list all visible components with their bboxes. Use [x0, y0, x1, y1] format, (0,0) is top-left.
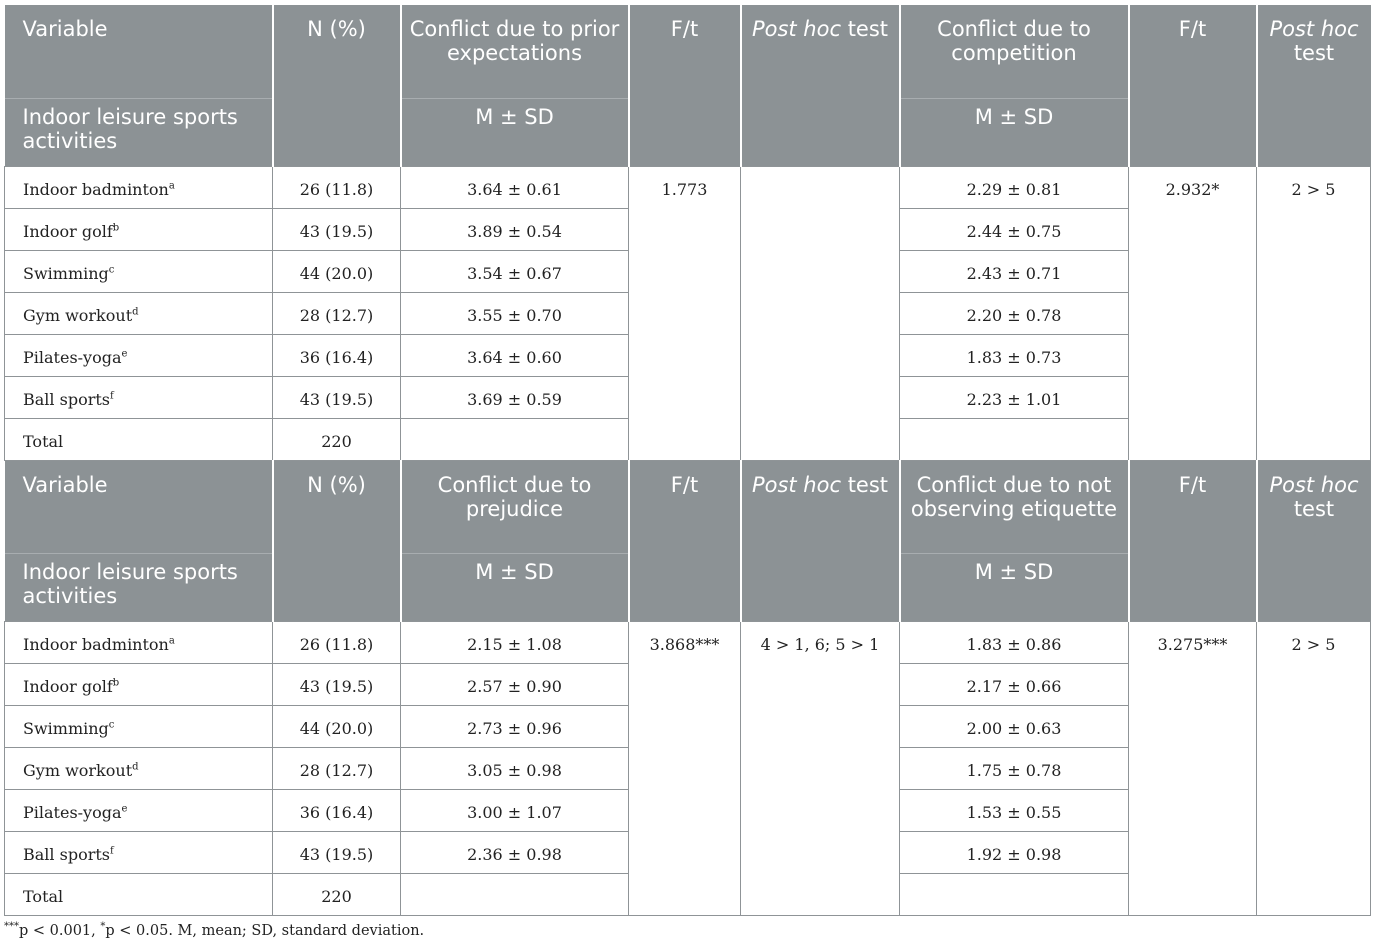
header-f-t-b: F/t [1129, 5, 1257, 166]
total-label: Total [5, 418, 273, 460]
mean-sd-b-cell: 2.00 ± 0.63 [900, 705, 1129, 747]
mean-sd-b-cell: 1.83 ± 0.86 [900, 621, 1129, 663]
mean-sd-b-cell: 1.75 ± 0.78 [900, 747, 1129, 789]
table-row [5, 621, 1371, 663]
header-row [5, 5, 1371, 98]
mean-sd-a-cell: 2.57 ± 0.90 [401, 663, 629, 705]
activity-name [5, 250, 273, 292]
mean-sd-a-cell: 3.69 ± 0.59 [401, 376, 629, 418]
activity-superscript: d [132, 306, 139, 318]
header-conflict-a: Conflict due to prior expectations [401, 5, 629, 98]
mean-sd-b-cell: 2.29 ± 0.81 [900, 166, 1129, 208]
activity-name [5, 705, 273, 747]
activity-superscript: c [108, 719, 115, 731]
post-hoc-a-cell [741, 166, 900, 460]
header-mean-sd-a: M ± SD [401, 553, 629, 621]
header-post-hoc-test: test [847, 17, 889, 41]
header-mean-sd-b: M ± SD [900, 553, 1129, 621]
footnote-text-2: p < 0.05. M, mean; SD, standard deviation. [105, 923, 425, 939]
mean-sd-b-cell: 1.83 ± 0.73 [900, 334, 1129, 376]
n-percent-cell: 44 (20.0) [273, 705, 401, 747]
mean-sd-a-cell: 3.64 ± 0.60 [401, 334, 629, 376]
header-post-hoc-b [1257, 460, 1371, 621]
activity-label: Indoor badminton [23, 179, 169, 199]
f-t-b-cell: 3.275*** [1129, 621, 1257, 915]
n-percent-cell: 43 (19.5) [273, 663, 401, 705]
header-post-hoc-a [741, 460, 900, 621]
header-post-hoc-test: test [1293, 41, 1335, 65]
activity-label: Swimming [23, 263, 109, 283]
header-variable: Variable [5, 5, 273, 98]
header-post-hoc-b [1257, 5, 1371, 166]
activity-label: Swimming [23, 718, 109, 738]
total-n-cell: 220 [273, 418, 401, 460]
mean-sd-a-cell: 2.36 ± 0.98 [401, 831, 629, 873]
n-percent-cell: 36 (16.4) [273, 789, 401, 831]
header-f-t-a: F/t [629, 5, 741, 166]
header-conflict-a: Conflict due to prejudice [401, 460, 629, 553]
mean-sd-a-cell: 3.64 ± 0.61 [401, 166, 629, 208]
header-conflict-b: Conflict due to not observing etiquette [900, 460, 1129, 553]
activity-superscript: e [121, 803, 128, 815]
mean-sd-a-cell: 2.73 ± 0.96 [401, 705, 629, 747]
activity-label: Gym workout [23, 760, 133, 780]
header-n-percent: N (%) [273, 5, 401, 166]
post-hoc-b-cell: 2 > 5 [1257, 166, 1371, 460]
header-mean-sd-a: M ± SD [401, 98, 629, 166]
total-empty-b-cell [900, 873, 1129, 915]
footnote-text-1: p < 0.001, [19, 923, 101, 939]
activity-name [5, 208, 273, 250]
header-post-hoc-italic: Post hoc [1269, 17, 1359, 41]
total-empty-b-cell [900, 418, 1129, 460]
statistics-table [4, 5, 1371, 916]
n-percent-cell: 43 (19.5) [273, 831, 401, 873]
header-mean-sd-b: M ± SD [900, 98, 1129, 166]
n-percent-cell: 44 (20.0) [273, 250, 401, 292]
n-percent-cell: 36 (16.4) [273, 334, 401, 376]
mean-sd-b-cell: 2.23 ± 1.01 [900, 376, 1129, 418]
header-post-hoc-italic: Post hoc [751, 17, 842, 41]
mean-sd-a-cell: 3.89 ± 0.54 [401, 208, 629, 250]
footnote-sup-1: *** [4, 921, 19, 933]
f-t-a-cell: 1.773 [629, 166, 741, 460]
n-percent-cell: 26 (11.8) [273, 166, 401, 208]
activity-superscript: d [132, 761, 139, 773]
activity-label: Ball sports [23, 844, 110, 864]
header-post-hoc-test: test [847, 472, 889, 497]
header-activities: Indoor leisure sports activities [5, 553, 273, 621]
n-percent-cell: 26 (11.8) [273, 621, 401, 663]
f-t-a-cell: 3.868*** [629, 621, 741, 915]
activity-name [5, 747, 273, 789]
activity-superscript: e [121, 348, 128, 360]
mean-sd-b-cell: 1.53 ± 0.55 [900, 789, 1129, 831]
footnote-sup-2: * [100, 921, 106, 933]
n-percent-cell: 43 (19.5) [273, 208, 401, 250]
activity-name [5, 166, 273, 208]
header-post-hoc-italic: Post hoc [1269, 472, 1359, 497]
mean-sd-a-cell: 2.15 ± 1.08 [401, 621, 629, 663]
total-n-cell: 220 [273, 873, 401, 915]
activity-label: Indoor badminton [23, 634, 169, 654]
total-empty-a-cell [401, 418, 629, 460]
activity-label: Ball sports [23, 389, 110, 409]
header-f-t-b: F/t [1129, 460, 1257, 621]
mean-sd-a-cell: 3.00 ± 1.07 [401, 789, 629, 831]
mean-sd-b-cell: 1.92 ± 0.98 [900, 831, 1129, 873]
total-empty-a-cell [401, 873, 629, 915]
mean-sd-b-cell: 2.43 ± 0.71 [900, 250, 1129, 292]
activity-superscript: b [112, 677, 120, 689]
header-post-hoc-test: test [1293, 496, 1335, 521]
activity-name [5, 292, 273, 334]
activity-label: Indoor golf [23, 676, 113, 696]
mean-sd-a-cell: 3.54 ± 0.67 [401, 250, 629, 292]
mean-sd-b-cell: 2.17 ± 0.66 [900, 663, 1129, 705]
post-hoc-b-cell: 2 > 5 [1257, 621, 1371, 915]
activity-name [5, 831, 273, 873]
header-variable: Variable [5, 460, 273, 553]
activity-label: Indoor golf [23, 221, 113, 241]
post-hoc-a-cell: 4 > 1, 6; 5 > 1 [741, 621, 900, 915]
activity-name [5, 334, 273, 376]
n-percent-cell: 43 (19.5) [273, 376, 401, 418]
mean-sd-b-cell: 2.20 ± 0.78 [900, 292, 1129, 334]
header-f-t-a: F/t [629, 460, 741, 621]
header-post-hoc-a [741, 5, 900, 166]
mean-sd-a-cell: 3.55 ± 0.70 [401, 292, 629, 334]
activity-name [5, 621, 273, 663]
table-row [5, 166, 1371, 208]
header-row [5, 460, 1371, 553]
activity-superscript: c [108, 264, 115, 276]
activity-name [5, 663, 273, 705]
mean-sd-b-cell: 2.44 ± 0.75 [900, 208, 1129, 250]
activity-superscript: b [112, 222, 120, 234]
header-n-percent: N (%) [273, 460, 401, 621]
activity-superscript: a [168, 180, 175, 192]
header-activities: Indoor leisure sports activities [5, 98, 273, 166]
activity-name [5, 789, 273, 831]
activity-superscript: f [110, 390, 114, 402]
activity-superscript: a [168, 635, 175, 647]
header-post-hoc-italic: Post hoc [751, 472, 842, 497]
n-percent-cell: 28 (12.7) [273, 292, 401, 334]
f-t-b-cell: 2.932* [1129, 166, 1257, 460]
header-conflict-b: Conflict due to competition [900, 5, 1129, 98]
n-percent-cell: 28 (12.7) [273, 747, 401, 789]
activity-label: Pilates-yoga [23, 347, 122, 367]
activity-label: Pilates-yoga [23, 802, 122, 822]
activity-label: Gym workout [23, 305, 133, 325]
table-footnote [4, 923, 424, 939]
mean-sd-a-cell: 3.05 ± 0.98 [401, 747, 629, 789]
activity-superscript: f [110, 845, 114, 857]
total-label: Total [5, 873, 273, 915]
activity-name [5, 376, 273, 418]
